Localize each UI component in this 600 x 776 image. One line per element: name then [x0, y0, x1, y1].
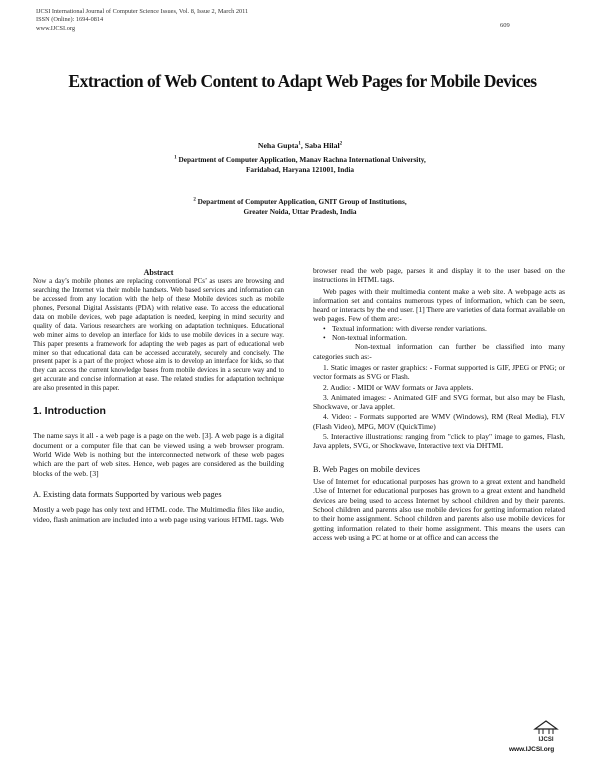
- bullet-text: Non-textual information.: [332, 333, 407, 343]
- author-2: Saba Hilal: [304, 141, 340, 150]
- paper-title: Extraction of Web Content to Adapt Web Pages for Mobile Devices: [68, 71, 537, 91]
- list-item: 3. Animated images: - Animated GIF and SVG format, but also may be Flash, Shockwave, or Java applet.: [313, 392, 565, 412]
- journal-line: IJCSI International Journal of Computer Science Issues, Vol. 8, Issue 2, March 2011: [36, 8, 249, 15]
- website-line: www.IJCSI.org: [36, 24, 76, 32]
- categories-paragraph: Non-textual information can further be classified into many categories such as:-: [313, 342, 565, 361]
- web-pages-paragraph: Web pages with their multimedia content make a web site. A webpage acts as information set and contains numerous types of information, which can be seen, heard or interacts by the end user. [1] There are varieties of data format available on web pages. Few of them are:-: [313, 286, 565, 324]
- affiliation-1-line1: Department of Computer Application, Manav Rachna International University,: [178, 155, 426, 164]
- bullet-item: • Textual information: with diverse render variations.: [323, 323, 487, 333]
- introduction-paragraph: The name says it all - a web page is a page on the web. [3]. A web page is a digital document or a computer file that can be viewed using a web browser program. World Wide Web is nothing but the interconnected network of these web pages which are the part of web sites. Hence, web pages are considered as the building blocks of the web. [3]: [33, 431, 284, 478]
- right-column: [313, 266, 565, 542]
- ijcsi-logo-icon: [531, 720, 561, 742]
- affiliation-2-line2: Greater Noida, Uttar Pradesh, India: [243, 207, 357, 216]
- subsection-b-heading: B. Web Pages on mobile devices: [313, 464, 420, 474]
- introduction-heading: 1. Introduction: [33, 405, 106, 418]
- affiliation-1-line2: Faridabad, Haryana 121001, India: [245, 165, 355, 174]
- affiliation-1-sup: 1: [174, 155, 177, 161]
- affiliation-2-line1: Department of Computer Application, GNIT Group of Institutions,: [197, 197, 407, 206]
- continued-paragraph: browser read the web page, parses it and display it to the user based on the instructions in HTML tags.: [313, 266, 565, 285]
- logo-text: IJCSI: [538, 737, 554, 742]
- author-1-sup: 1: [298, 141, 301, 147]
- author-2-sup: 2: [339, 141, 343, 147]
- journal-header: [36, 8, 248, 33]
- affiliation-2-sup: 2: [193, 197, 196, 203]
- abstract-heading: Abstract: [143, 268, 174, 277]
- bullet-item: • Non-textual information.: [323, 333, 407, 343]
- list-item: 2. Audio: - MIDI or WAV formats or Java applets.: [323, 382, 474, 392]
- author-separator: ,: [300, 141, 305, 150]
- affiliation-1: [0, 155, 600, 175]
- abstract-text: Now a day’s mobile phones are replacing conventional PCs’ as users are browsing and searching the Internet via their mobile handsets. Web based services and information can be accessed from any location with the help of these Mobile devices such as mobile phones, Personal Digital Assistants (PDA) with relative ease. To access the educational data on mobile devices, web page adaptation is needed, keeping in mind security and quality of data. Various researchers are working on adaptation techniques. Educational web miner aims to develop an interface for kids to use mobile devices in a secure way. This paper presents a framework for adapting the web pages as part of educational web miner so that educational data can be accessed accurately, securely and concisely. The present paper is a part of the project whose aim is to develop an interface for kids, so that they can access the current knowledge bases from mobile devices in a secure way and to get accurate and concise information at ease. The related studies for adaptation technique are also presented in this paper.: [33, 278, 284, 393]
- affiliation-2: [0, 197, 600, 217]
- subsection-a-heading: A. Existing data formats Supported by various web pages: [33, 489, 222, 499]
- ijcsi-logo: [531, 720, 561, 742]
- left-column: [33, 266, 284, 524]
- author-1: Neha Gupta: [257, 141, 299, 150]
- subsection-a-text: Mostly a web page has only text and HTML code. The Multimedia files like audio, video, flash animation are included into a web page using various HTML tags. Web: [33, 505, 284, 524]
- list-item: 1. Static images or raster graphics: - Format supported is GIF, JPEG or PNG; or vector formats as SVG or Flash.: [313, 362, 565, 382]
- author-line: [0, 141, 600, 150]
- bullet-text: Textual information: with diverse render variations.: [332, 323, 487, 333]
- subsection-b-text: Use of Internet for educational purposes has grown to a great extent and handheld .Use of Internet for educational purposes has grown to a great extent and handheld devices are being used to access Internet by school children and by their parents. School children and parents also use mobile devices for getting information related to their home assignment. School children and parents also use mobile devices for getting information related to their home assignment. This means the users can access web using a PC at home or at office and can access the: [313, 477, 565, 542]
- list-item: 4. Video: - Formats supported are WMV (Windows), RM (Real Media), FLV (Flash Video), MPG, MOV (QuickTime): [313, 412, 565, 431]
- list-item: 5. Interactive illustrations: ranging from "click to play" image to games, Flash, Java applets, SVG, or Shockwave, Interactive text via DHTML: [313, 432, 565, 451]
- footer-url: www.IJCSI.org: [509, 746, 555, 753]
- abstract-block: [33, 268, 284, 394]
- issn-line: ISSN (Online): 1694-0814: [36, 16, 104, 24]
- page-number: 609: [500, 22, 510, 29]
